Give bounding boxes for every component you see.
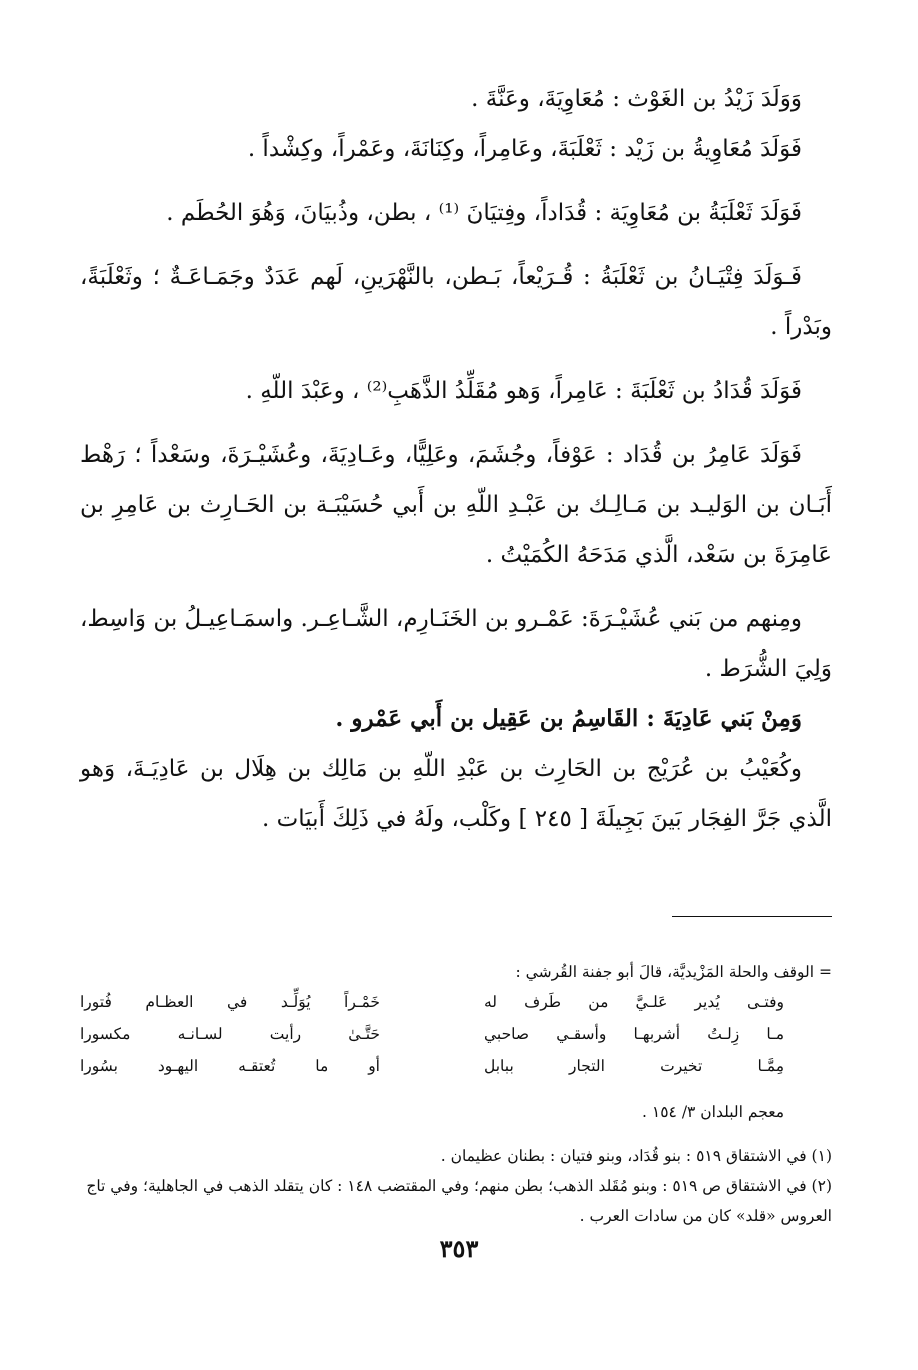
verse-first-hemistich: مـا زِلـتُ أشربهـا وأسقـي صاحبي [484, 1025, 784, 1043]
paragraph: وكُعَيْبُ بن عُرَيْج بن الحَارِث بن عَبْدِ اللّهِ بن مَالِك بن هِلَال بن عَادِيَـةَ، وَهو الَّذي جَرَّ الفِجَار بَينَ بَجِيلَةَ [ ٢٤٥ ] وكَلْب، ولَهُ في ذَلِكَ أَبيَات . [80, 756, 832, 832]
paragraph: فَوَلَدَ عَامِرُ بن قُدَاد : عَوْفاً، وجُشَمَ، وعَلِيًّا، وعَـادِيَةَ، وعُشَيْـرَةَ، وسَعْداً ؛ رَهْط أَبَـان بن الوَليـد بن مَـالِـك بن عَبْـدِ اللّهِ بن أَبي حُسَيْبَـة بن الحَـارِث بن عَامِرِ بن عَامِرَةَ بن سَعْد، الَّذي مَدَحَهُ الكُمَيْتُ . [80, 442, 832, 568]
paragraph: وَوَلَدَ زَيْدُ بن الغَوْث : مُعَاوِيَةَ، وعَنَّةَ . [471, 86, 802, 112]
page-number: ٣٥٣ [439, 1234, 479, 1263]
paragraph: ومِنهم من بَني عُشَيْـرَةَ: عَمْـرو بن الخَنَـارِم، الشَّـاعِـر. واسمَـاعِيـلُ بن وَاسِط، وَلِيَ الشُّرَط . [80, 606, 832, 682]
paragraph: فَوَلَدَ ثَعْلَبَةُ بن مُعَاوِيَة : قُدَاداً، وفِتيَانَ ⁽¹⁾ ، بطن، وذُبيَانَ، وَهُوَ الحُطَم . [166, 200, 802, 226]
paragraph: وَمِنْ بَني عَادِيَةَ : القَاسِمُ بن عَقِيل بن أَبي عَمْرو . [335, 705, 802, 732]
footnote-1: (١) في الاشتقاق ٥١٩ : بنو قُدَاد، وبنو فتيان : بطنان عظيمان . [440, 1147, 832, 1165]
verse-second-hemistich: حَتَّـىٰ رأيت لسـانـه مكسورا [80, 1025, 380, 1043]
verse-second-hemistich: خَمْـراً يُوَلِّـد في العظـام فُتورا [80, 993, 380, 1011]
footnote-divider [672, 916, 832, 917]
verse-line [80, 1018, 832, 1050]
footnotes [80, 958, 832, 1231]
footnote-continuation: = الوقف والحلة المَزْيديَّة، قالَ أبو جفنة القُرشي : [515, 963, 832, 981]
paragraph: فَوَلَدَ مُعَاوِيةُ بن زَيْد : ثَعْلَبَةَ، وعَامِراً، وكِنَانَةَ، وعَمْراً، وكِشْداً . [247, 136, 802, 162]
verse-line [80, 986, 832, 1018]
footnote-2: (٢) في الاشتقاق ص ٥١٩ : وبنو مُقَلد الذهب؛ بطن منهم؛ وفي المقتضب ١٤٨ : كان يتقلد الذهب في الجاهلية؛ وفي تاج العروس «قلد» كان من سادات العرب . [86, 1177, 832, 1225]
verse-source: معجم البلدان ٣/ ١٥٤ . [642, 1102, 784, 1121]
verse-first-hemistich: وفتـى يُدير عَلـيَّ من طَرف له [484, 993, 784, 1011]
verse-second-hemistich: أو ما تُعتقـه اليهـود بسُورا [80, 1057, 380, 1075]
paragraph: فَـوَلَدَ فِتْيَـانُ بن ثَعْلَبَةُ : قُـرَيْعاً، بَـطن، بالنَّهْرَينِ، لَهم عَدَدٌ وجَمَـاعَـةٌ ؛ وثَعْلَبَةً، وبَدْراً . [80, 264, 832, 340]
verse-first-hemistich: مِمَّـا تخيرت التجار ببابل [484, 1057, 784, 1075]
verse-line [80, 1050, 832, 1082]
paragraph: فَوَلَدَ قُدَادُ بن ثَعْلَبَةَ : عَامِراً، وَهو مُقَلِّدُ الذَّهَبِ⁽²⁾ ، وعَبْدَ اللّهِ . [245, 378, 802, 404]
main-text [80, 74, 832, 844]
